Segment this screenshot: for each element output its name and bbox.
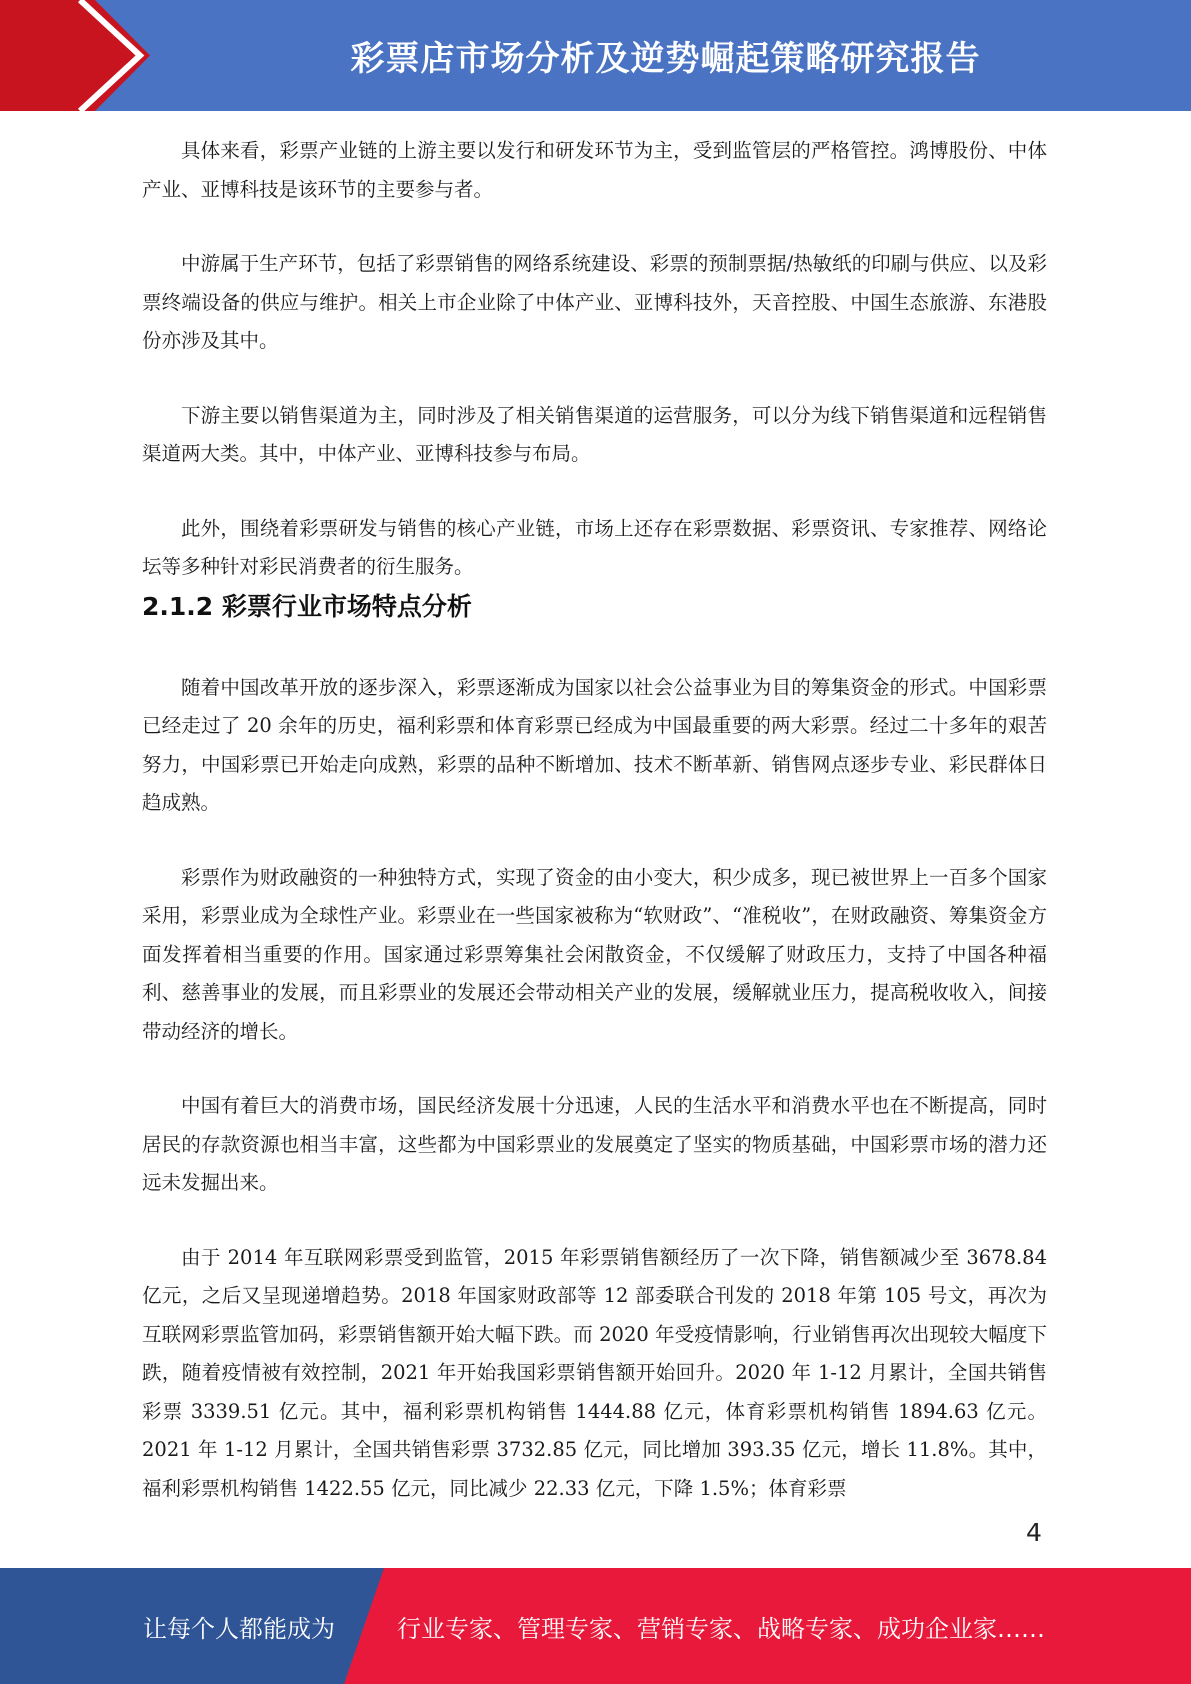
footer-slogan-right: 行业专家、管理专家、营销专家、战略专家、成功企业家…… [397, 1614, 1045, 1643]
header-banner [0, 0, 1191, 111]
paragraph-upstream: 具体来看，彩票产业链的上游主要以发行和研发环节为主，受到监管层的严格管控。鸿博股份、中体产业、亚博科技是该环节的主要参与者。 [142, 139, 1047, 201]
paragraph-derivative-services: 此外，围绕着彩票研发与销售的核心产业链，市场上还存在彩票数据、彩票资讯、专家推荐、网络论坛等多种针对彩民消费者的衍生服务。 [142, 516, 1047, 578]
footer-slogan-left: 让每个人都能成为 [143, 1614, 335, 1643]
paragraph-midstream: 中游属于生产环节，包括了彩票销售的网络系统建设、彩票的预制票据/热敏纸的印刷与供应、以及彩票终端设备的供应与维护。相关上市企业除了中体产业、亚博科技外，天音控股、中国生态旅游、东港股份亦涉及其中。 [142, 252, 1047, 352]
section-heading: 2.1.2 彩票行业市场特点分析 [142, 591, 472, 621]
paragraph-fiscal-role: 彩票作为财政融资的一种独特方式，实现了资金的由小变大，积少成多，现已被世界上一百多个国家采用，彩票业成为全球性产业。彩票业在一些国家被称为“软财政”、“准税收”，在财政融资、筹集资金方面发挥着相当重要的作用。国家通过彩票筹集社会闲散资金，不仅缓解了财政压力，支持了中国各种福利、慈善事业的发展，而且彩票业的发展还会带动相关产业的发展，缓解就业压力，提高税收收入，间接带动经济的增长。 [142, 865, 1047, 1043]
paragraph-sales-figures: 由于 2014 年互联网彩票受到监管，2015 年彩票销售额经历了一次下降，销售额减少至 3678.84 亿元，之后又呈现递增趋势。2018 年国家财政部等 12 部委联合刊发的 2018 年第 105 号文，再次为互联网彩票监管加码，彩票销售额开始大幅下跌。而 2020 年受疫情影响，行业销售再次出现较大幅度下跌，随着疫情被有效控制，2021 年开始我国彩票销售额开始回升。2020 年 1-12 月累计，全国共销售彩票 3339.51 亿元。其中，福利彩票机构销售 1444.88 亿元，体育彩票机构销售 1894.63 亿元。2021 年 1-12 月累计，全国共销售彩票 3732.85 亿元，同比增加 393.35 亿元，增长 11.8%。其中，福利彩票机构销售 1422.55 亿元，同比减少 22.33 亿元，下降 1.5%；体育彩票 [142, 1245, 1047, 1500]
paragraph-market-potential: 中国有着巨大的消费市场，国民经济发展十分迅速，人民的生活水平和消费水平也在不断提高，同时居民的存款资源也相当丰富，这些都为中国彩票业的发展奠定了坚实的物质基础，中国彩票市场的潜力还远未发掘出来。 [142, 1094, 1047, 1194]
paragraph-market-history: 随着中国改革开放的逐步深入，彩票逐渐成为国家以社会公益事业为目的筹集资金的形式。中国彩票已经走过了 20 余年的历史，福利彩票和体育彩票已经成为中国最重要的两大彩票。经过二十多年的艰苦努力，中国彩票已开始走向成熟，彩票的品种不断增加、技术不断革新、销售网点逐步专业、彩民群体日趋成熟。 [142, 675, 1047, 814]
page-content [142, 132, 1047, 1508]
paragraph-downstream: 下游主要以销售渠道为主，同时涉及了相关销售渠道的运营服务，可以分为线下销售渠道和远程销售渠道两大类。其中，中体产业、亚博科技参与布局。 [142, 403, 1047, 465]
red-arrow-decoration [0, 0, 150, 111]
report-title: 彩票店市场分析及逆势崛起策略研究报告 [350, 39, 981, 79]
footer-banner [0, 1568, 1191, 1684]
page-number: 4 [1026, 1518, 1042, 1547]
